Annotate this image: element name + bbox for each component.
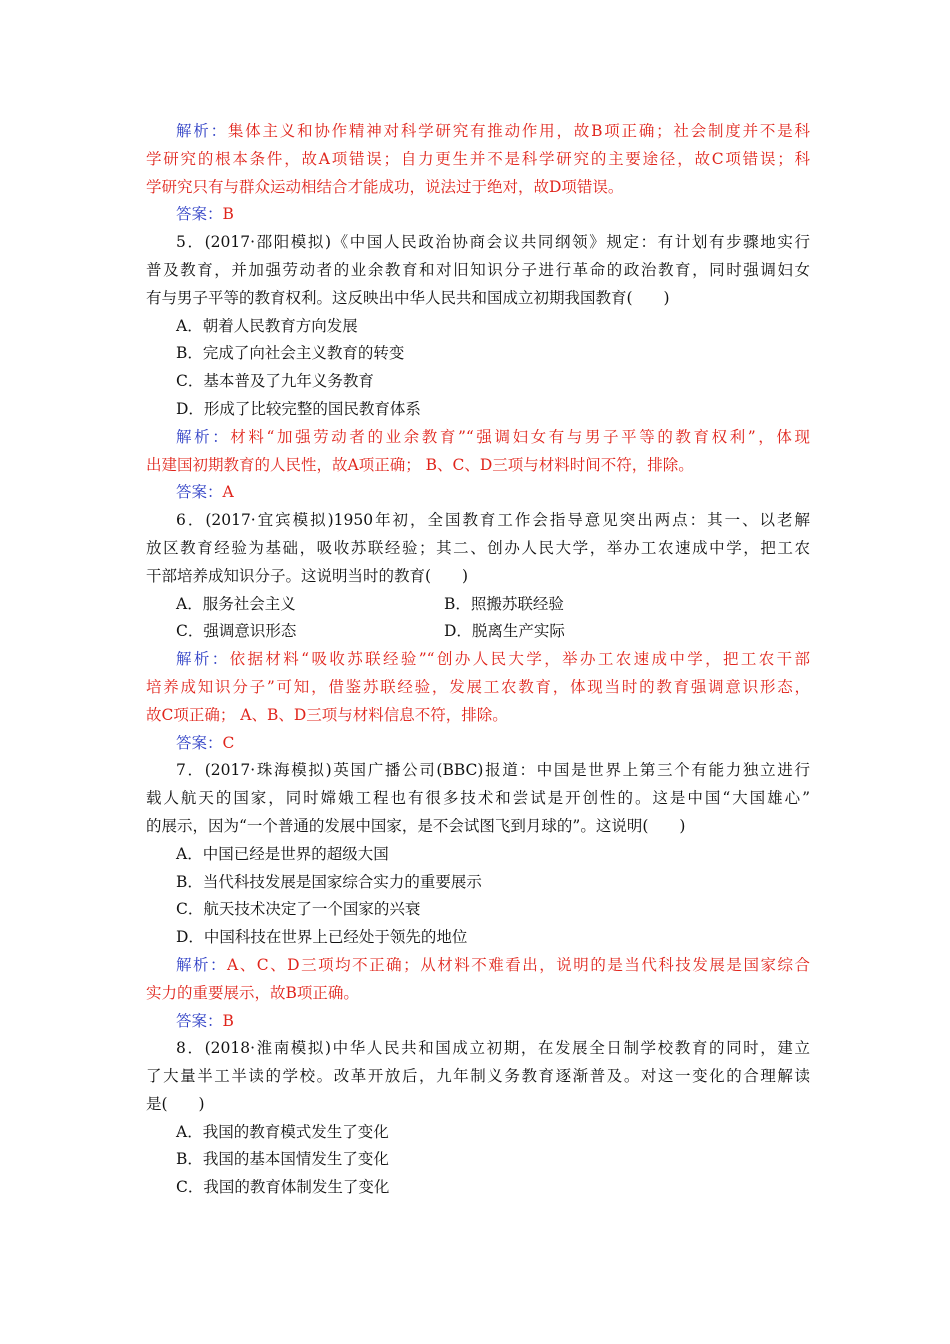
- analysis-line: 学研究的根本条件，故A项错误；自力更生并不是科学研究的主要途径，故C项错误；科: [146, 149, 810, 168]
- analysis-line: 解析：集体主义和协作精神对科学研究有推动作用，故B项正确；社会制度并不是科: [176, 122, 810, 140]
- analysis-label: 解析：: [176, 955, 228, 974]
- option-c: C．基本普及了九年义务教育: [176, 372, 374, 391]
- analysis-label: 解析：: [176, 122, 228, 140]
- question-stem-line: 6．(2017·宜宾模拟)1950年初，全国教育工作会指导意见突出两点：其一、以老解: [176, 511, 810, 530]
- question-stem-line: 有与男子平等的教育权利。这反映出中华人民共和国成立初期我国教育( ): [146, 288, 670, 307]
- answer-line: [146, 1008, 810, 1036]
- analysis-line: 培养成知识分子”可知，借鉴苏联经验，发展工农教育，体现当时的教育强调意识形态，: [146, 677, 810, 696]
- question-6: [146, 507, 810, 646]
- answer-label: 答案：: [176, 483, 223, 502]
- question-stem-line: 8．(2018·淮南模拟)中华人民共和国成立初期，在发展全日制学校教育的同时，建立: [176, 1039, 810, 1058]
- question-stem-line: 干部培养成知识分子。这说明当时的教育( ): [146, 566, 469, 585]
- answer-label: 答案：: [176, 1011, 223, 1030]
- option-a: A．服务社会主义: [176, 594, 296, 613]
- analysis-line: 解析：依据材料“吸收苏联经验”“创办人民大学，举办工农速成中学，把工农干部: [176, 650, 810, 669]
- question-stem-line: 载人航天的国家，同时嫦娥工程也有很多技术和尝试是开创性的。这是中国“大国雄心”: [146, 789, 810, 808]
- analysis-line: 解析：材料“加强劳动者的业余教育”“强调妇女有与男子平等的教育权利”，体现: [176, 427, 810, 446]
- analysis-line: 故C项正确； A、B、D三项与材料信息不符，排除。: [146, 705, 508, 724]
- analysis-label: 解析：: [176, 650, 230, 669]
- analysis-block: [146, 118, 810, 201]
- option-a: A．朝着人民教育方向发展: [176, 316, 358, 335]
- option-c: C．航天技术决定了一个国家的兴衰: [176, 900, 421, 919]
- option-d: D．中国科技在世界上已经处于领先的地位: [176, 928, 468, 947]
- option-d: D．形成了比较完整的国民教育体系: [176, 399, 421, 418]
- question-stem-line: 5．(2017·邵阳模拟)《中国人民政治协商会议共同纲领》规定：有计划有步骤地实行: [176, 233, 810, 252]
- question-stem-line: 放区教育经验为基础，吸收苏联经验；其二、创办人民大学，举办工农速成中学，把工农: [146, 538, 810, 557]
- answer-line: [146, 479, 810, 507]
- option-b: B．我国的基本国情发生了变化: [176, 1150, 389, 1169]
- analysis-line: 学研究只有与群众运动相结合才能成功，说法过于绝对，故D项错误。: [146, 177, 624, 196]
- question-5: [146, 229, 810, 424]
- answer-value: C: [222, 733, 235, 752]
- analysis-block: [146, 424, 810, 480]
- option-a: A．我国的教育模式发生了变化: [176, 1122, 389, 1141]
- document-page: [146, 118, 810, 1202]
- analysis-block: [146, 952, 810, 1008]
- analysis-line: 解析：A、C、D三项均不正确；从材料不难看出，说明的是当代科技发展是国家综合: [176, 955, 810, 974]
- option-b: B．完成了向社会主义教育的转变: [176, 344, 405, 363]
- question-8: [146, 1035, 810, 1202]
- answer-label: 答案：: [176, 733, 223, 752]
- option-a: A．中国已经是世界的超级大国: [176, 844, 389, 863]
- analysis-line: 实力的重要展示，故B项正确。: [146, 983, 359, 1002]
- option-b: B．照搬苏联经验: [444, 594, 564, 613]
- analysis-label: 解析：: [176, 427, 231, 446]
- answer-value: A: [222, 483, 234, 502]
- question-7: [146, 757, 810, 952]
- question-stem-line: 是( ): [146, 1094, 205, 1113]
- answer-line: [146, 201, 810, 229]
- option-c: C．强调意识形态: [176, 622, 297, 641]
- question-stem-line: 了大量半工半读的学校。改革开放后，九年制义务教育逐渐普及。对这一变化的合理解读: [146, 1067, 810, 1086]
- analysis-line: 出建国初期教育的人民性，故A项正确； B、C、D三项与材料时间不符，排除。: [146, 455, 694, 474]
- answer-value: B: [222, 205, 234, 224]
- question-stem-line: 的展示，因为“一个普通的发展中国家，是不会试图飞到月球的”。这说明( ): [146, 816, 686, 835]
- answer-value: B: [222, 1011, 234, 1030]
- option-b: B．当代科技发展是国家综合实力的重要展示: [176, 872, 482, 891]
- option-row: [146, 618, 810, 646]
- analysis-block: [146, 646, 810, 729]
- answer-line: [146, 730, 810, 758]
- question-stem-line: 7．(2017·珠海模拟)英国广播公司(BBC)报道：中国是世界上第三个有能力独立进行: [176, 761, 810, 780]
- question-stem-line: 普及教育，并加强劳动者的业余教育和对旧知识分子进行革命的政治教育，同时强调妇女: [146, 260, 810, 279]
- option-d: D．脱离生产实际: [444, 622, 565, 641]
- answer-label: 答案：: [176, 205, 223, 224]
- option-c: C．我国的教育体制发生了变化: [176, 1178, 390, 1197]
- option-row: [146, 591, 810, 619]
